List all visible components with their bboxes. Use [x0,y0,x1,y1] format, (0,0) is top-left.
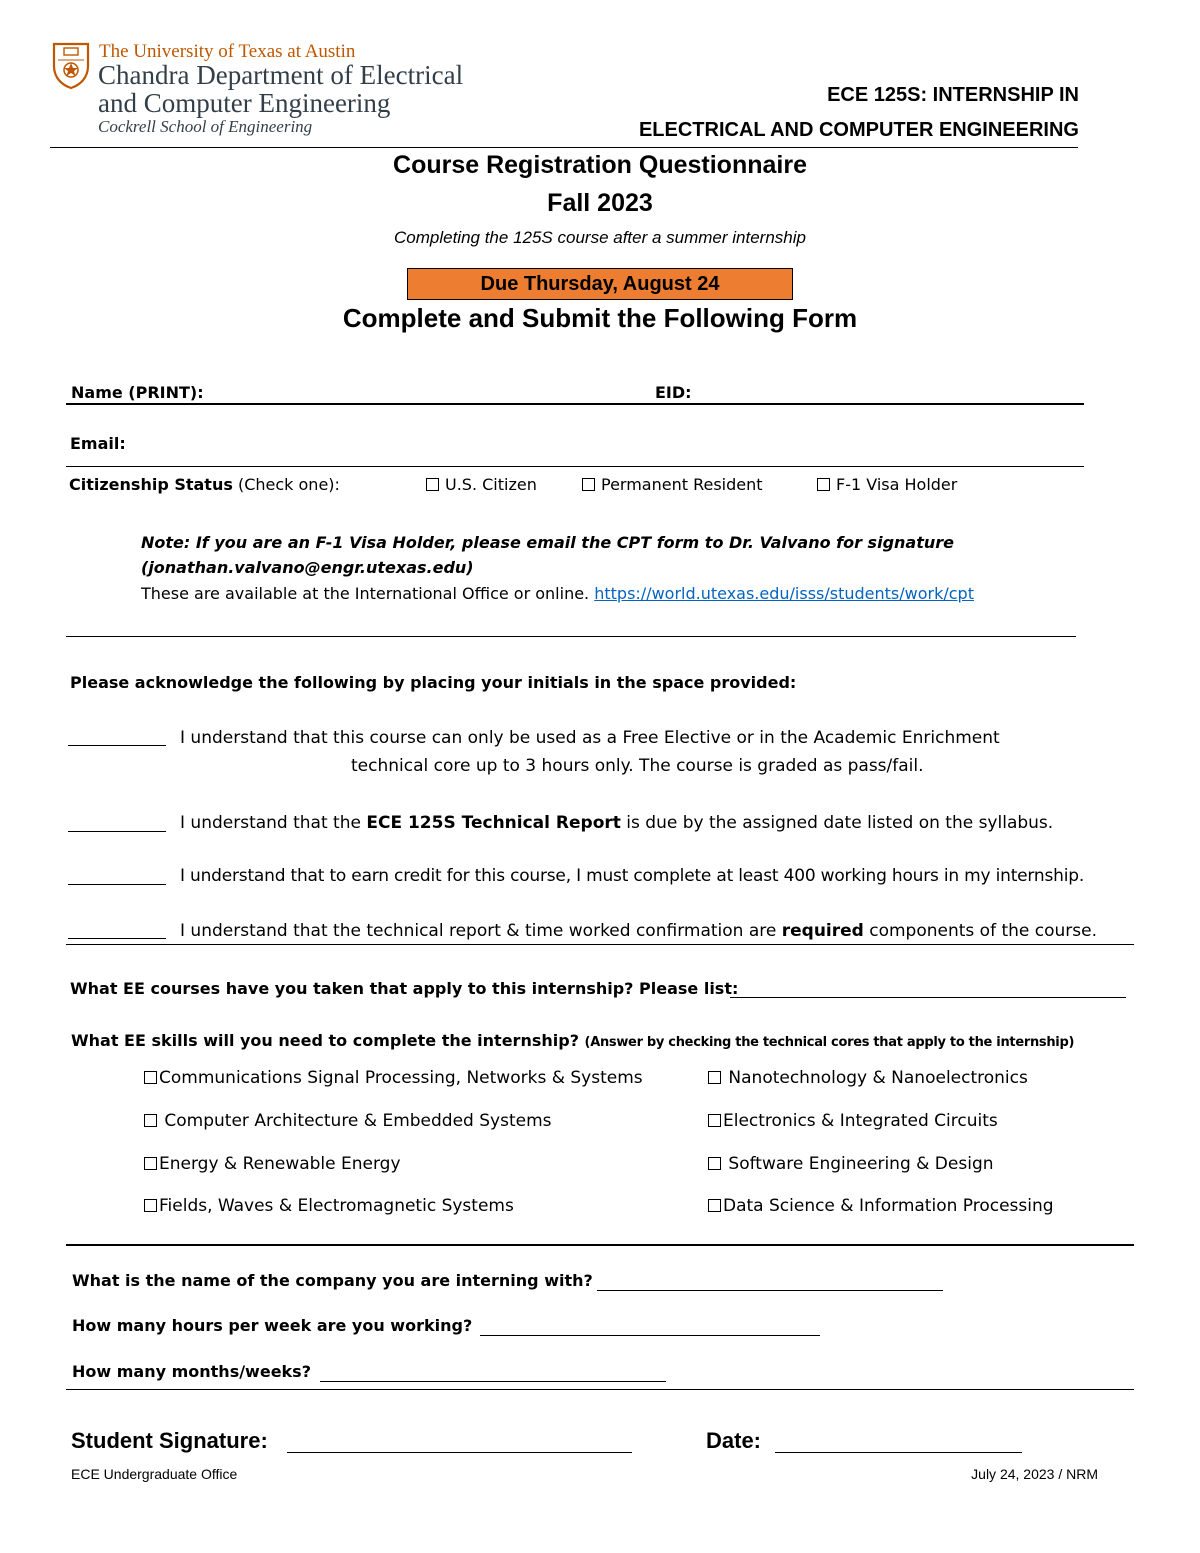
ack-item-4-pre: I understand that the technical report & time worked confirmation are [180,921,782,941]
due-date-banner: Due Thursday, August 24 [407,268,793,300]
ack-item-1-line1: I understand that this course can only be used as a Free Elective or in the Academic Enrichment [180,728,1000,748]
name-eid-field-line[interactable] [66,403,1084,405]
email-label: Email: [70,434,126,453]
ut-seal-logo [52,42,90,90]
eid-label: EID: [655,383,692,402]
skill-option-label: Software Engineering & Design [723,1154,994,1174]
university-name: The University of Texas at Austin [99,41,356,62]
course-title-line1: ECE 125S: INTERNSHIP IN [827,84,1079,106]
ack-item-4-post: components of the course. [863,921,1098,941]
hours-per-week-question: How many hours per week are you working? [72,1316,473,1335]
citizenship-option-us[interactable] [426,475,537,494]
citizenship-option-label: U.S. Citizen [445,475,537,494]
skill-option-communications[interactable] [144,1068,643,1088]
ack-item-4-bold: required [781,921,864,941]
footer-date: July 24, 2023 / NRM [971,1466,1098,1482]
ack-item-4 [180,921,1097,941]
checkbox-icon[interactable] [426,478,439,491]
course-title-line2: ELECTRICAL AND COMPUTER ENGINEERING [638,119,1079,141]
skill-option-electronics[interactable] [708,1111,998,1131]
ack-item-2-post: is due by the assigned date listed on the syllabus. [620,813,1054,833]
initials-field-4[interactable] [68,938,166,939]
date-field[interactable] [775,1452,1022,1453]
f1-note-line1: Note: If you are an F-1 Visa Holder, please email the CPT form to Dr. Valvano for signature [141,533,954,552]
form-subtitle: Completing the 125S course after a summer internship [394,228,806,247]
signature-field[interactable] [287,1452,632,1453]
skill-option-nanotechnology[interactable] [708,1068,1028,1088]
header-divider [50,147,1078,148]
checkbox-icon[interactable] [817,478,830,491]
citizenship-label-rest: (Check one): [232,475,340,494]
form-term: Fall 2023 [547,189,653,217]
company-divider [66,1389,1134,1390]
company-name-question: What is the name of the company you are interning with? [72,1271,593,1290]
hours-per-week-field[interactable] [480,1335,820,1336]
checkbox-icon[interactable] [708,1157,721,1170]
checkbox-icon[interactable] [144,1157,157,1170]
citizenship-option-label: F-1 Visa Holder [836,475,958,494]
ee-courses-question: What EE courses have you taken that apply to this internship? Please list: [70,979,739,998]
skill-option-label: Energy & Renewable Energy [159,1154,401,1174]
ack-item-2 [180,813,1053,833]
skill-option-label: Fields, Waves & Electromagnetic Systems [159,1196,514,1216]
ack-divider [66,944,1134,945]
ack-item-1-line2: technical core up to 3 hours only. The course is graded as pass/fail. [351,756,924,776]
citizenship-label [69,475,340,494]
f1-note-email: (jonathan.valvano@engr.utexas.edu) [141,558,474,577]
ack-item-2-bold: ECE 125S Technical Report [366,813,621,833]
citizenship-option-label: Permanent Resident [601,475,763,494]
citizenship-label-bold: Citizenship Status [69,475,233,494]
form-instruction: Complete and Submit the Following Form [342,303,858,333]
skills-divider [66,1244,1134,1246]
checkbox-icon[interactable] [144,1071,157,1084]
initials-field-2[interactable] [68,831,166,832]
name-label: Name (PRINT): [71,383,204,402]
skill-option-label: Communications Signal Processing, Networks & Systems [159,1068,643,1088]
acknowledge-heading: Please acknowledge the following by placing your initials in the space provided: [70,673,797,692]
company-name-field[interactable] [597,1290,943,1291]
cpt-link[interactable]: https://world.utexas.edu/isss/students/work/cpt [594,584,974,603]
duration-field[interactable] [320,1381,666,1382]
checkbox-icon[interactable] [708,1114,721,1127]
signature-label: Student Signature: [71,1428,268,1453]
initials-field-1[interactable] [68,745,166,746]
ack-item-3: I understand that to earn credit for this course, I must complete at least 400 working hours in my internship. [180,866,1085,886]
department-name-line1: Chandra Department of Electrical [98,60,464,90]
skill-option-software[interactable] [708,1154,994,1174]
department-name-line2: and Computer Engineering [98,88,391,118]
skill-option-label: Electronics & Integrated Circuits [723,1111,998,1131]
school-name: Cockrell School of Engineering [98,117,313,136]
citizenship-option-pr[interactable] [582,475,763,494]
f1-note-line3 [141,584,974,603]
checkbox-icon[interactable] [144,1114,157,1127]
note-divider [66,636,1076,637]
date-label: Date: [706,1428,762,1453]
email-field-line[interactable] [66,466,1084,467]
skill-option-label: Computer Architecture & Embedded Systems [159,1111,552,1131]
ee-courses-field[interactable] [730,997,1126,998]
skill-option-label: Data Science & Information Processing [723,1196,1054,1216]
ee-skills-hint: (Answer by checking the technical cores that apply to the internship) [584,1035,1075,1050]
checkbox-icon[interactable] [708,1071,721,1084]
duration-question: How many months/weeks? [72,1362,311,1381]
skill-option-fields-waves[interactable] [144,1196,514,1216]
form-title: Course Registration Questionnaire [393,151,807,179]
ee-skills-question-text: What EE skills will you need to complete the internship? [71,1031,579,1050]
ee-skills-question [71,1031,1074,1050]
footer-office: ECE Undergraduate Office [71,1466,238,1482]
initials-field-3[interactable] [68,884,166,885]
skill-option-data-science[interactable] [708,1196,1054,1216]
checkbox-icon[interactable] [582,478,595,491]
f1-note-text: These are available at the International Office or online. [141,584,595,603]
skill-option-energy[interactable] [144,1154,401,1174]
citizenship-option-f1[interactable] [817,475,957,494]
skill-option-label: Nanotechnology & Nanoelectronics [723,1068,1028,1088]
ack-item-2-pre: I understand that the [180,813,367,833]
skill-option-computer-architecture[interactable] [144,1111,552,1131]
checkbox-icon[interactable] [144,1199,157,1212]
checkbox-icon[interactable] [708,1199,721,1212]
